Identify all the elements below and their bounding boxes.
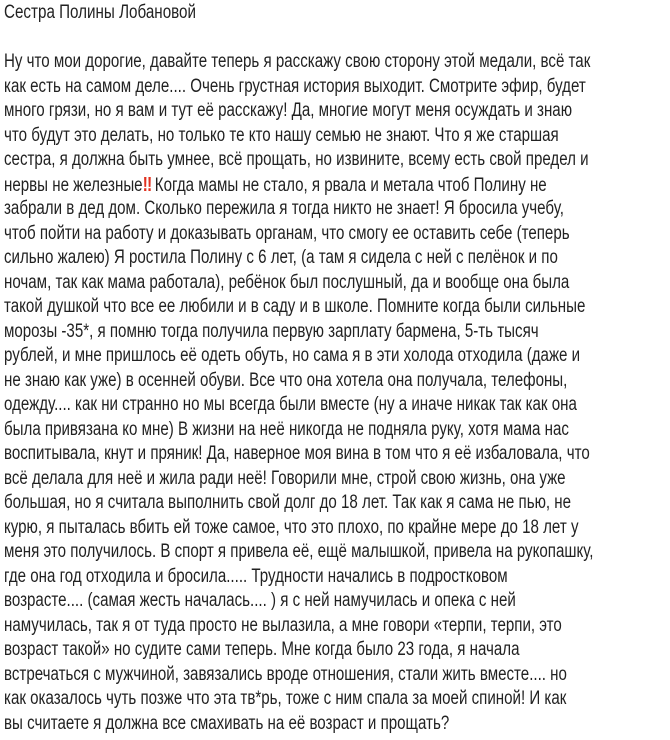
text-line: много грязи, но я вам и тут её расскажу! Да, многие могут меня осуждать и знаю xyxy=(4,100,573,121)
text-line: вы считаете я должна все смахивать на её возраст и прощать? xyxy=(4,712,450,734)
text-line: ночам, так как мама работала), ребёнок был послушный, да и вообще она была xyxy=(4,271,570,293)
text-line: забрали в дед дом. Сколько пережила я тогда никто не знает! Я бросила учебу, xyxy=(4,198,564,219)
text-line: одежду.... как ни странно но мы всегда были вместе (ну а иначе никак так как она xyxy=(4,394,577,415)
text-line: такой душкой что все ее любили и в саду и в школе. Помните когда были сильные xyxy=(4,296,586,317)
post-body xyxy=(4,50,670,736)
text-line: морозы -35*, я помню тогда получила первую зарплату бармена, 5-ть тысяч xyxy=(4,320,539,342)
text-line: рублей, и мне пришлось её одеть обуть, но сама я в эти холода отходила (даже и xyxy=(4,345,581,366)
text-line: всё делала для неё и жила ради неё! Говорили мне, строй свою жизнь, она уже xyxy=(4,467,566,489)
text-line: большая, но я считала выполнить свой долг до 18 лет. Так как я сама не пью, не xyxy=(4,492,572,513)
text-line: Ну что мои дорогие, давайте теперь я расскажу свою сторону этой медали, всё так xyxy=(4,51,591,72)
text-line: меня это получилось. В спорт я привела её, ещё малышкой, привела на рукопашку, xyxy=(4,541,594,562)
text-line: что будут это делать, но только те кто нашу семью не знают. Что я же старшая xyxy=(4,124,559,146)
text-line: намучилась, так я от туда просто не вылазила, а мне говори «терпи, терпи, это xyxy=(4,614,562,636)
text-line: не знаю как уже) в осенней обуви. Все что она хотела она получала, телефоны, xyxy=(4,369,568,391)
text-line: курю, я пыталась вбить ей тоже самое, что это плохо, по крайне мере до 18 лет у xyxy=(4,516,579,538)
text-line: воспитывала, кнут и пряник! Да, наверное моя вина в том что я её избаловала, что xyxy=(4,443,590,464)
post-title: Сестра Полины Лобановой xyxy=(4,2,197,23)
double-exclamation-icon: ‼ xyxy=(142,173,151,196)
text-segment: нервы не железные xyxy=(4,174,143,196)
text-line: возрасте.... (самая жесть началась.... ) я с ней намучилась и опека с ней xyxy=(4,590,516,611)
text-line: была привязана ко мне) В жизни на неё никогда не подняла руку, хотя мама нас xyxy=(4,418,569,440)
text-line: чтоб пойти на работу и доказывать органам, что смогу ее оставить себе (теперь xyxy=(4,222,570,244)
text-segment: Когда мамы не стало, я рвала и метала чтоб Полину не xyxy=(150,174,547,196)
text-line: встречаться с мужчиной, завязались вроде отношения, стали жить вместе.... но xyxy=(4,663,567,685)
text-line: сестра, я должна быть умнее, всё прощать, но извините, всему есть свой предел и xyxy=(4,149,589,170)
text-line: сильно жалею) Я ростила Полину с 6 лет, (а там я сидела с ней с пелёнок и по xyxy=(4,247,558,268)
text-line: где она год отходила и бросила..... Трудности начались в подростковом xyxy=(4,565,508,587)
text-line: как оказалось чуть позже что эта тв*рь, тоже с ним спала за моей спиной! И как xyxy=(4,688,567,709)
text-line: возраст такой» но судите сами теперь. Мне когда было 23 года, я начала xyxy=(4,639,520,660)
text-line xyxy=(4,173,594,198)
text-line: как есть на самом деле.... Очень грустная история выходит. Смотрите эфир, будет xyxy=(4,75,586,97)
